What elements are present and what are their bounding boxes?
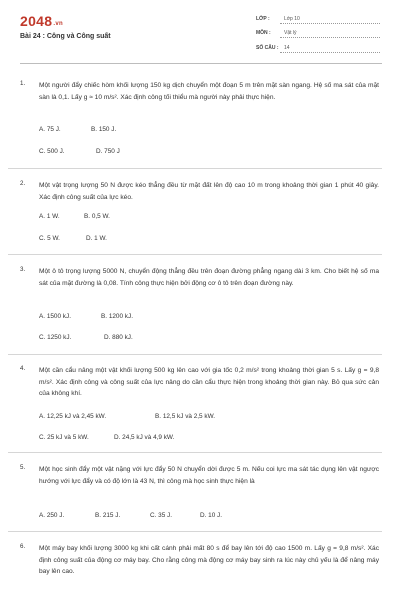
brand-logo[interactable] — [20, 13, 63, 29]
meta-value: Lớp 10 — [284, 16, 300, 22]
meta-underline — [280, 37, 380, 38]
option-a[interactable]: A. 12,25 kJ và 2,45 kW. — [39, 413, 107, 420]
meta-label: SỐ CÂU : — [256, 45, 279, 51]
option-c[interactable]: C. 35 J. — [150, 512, 173, 519]
meta-value: Vật lý — [284, 30, 297, 36]
option-d[interactable]: D. 750 J — [96, 148, 120, 155]
option-b[interactable]: B. 215 J. — [95, 512, 121, 519]
lesson-title: Bài 24 : Công và Công suất — [20, 33, 111, 40]
question-text: Một học sinh đẩy một vật nặng với lực đẩy 50 N chuyển dời được 5 m. Nếu coi lực ma sát tác dụng lên vật ngược hướng với lực đẩy và có độ lớn là 43 N, thì công mà học sinh thực hiện là — [39, 466, 379, 485]
meta-label: MÔN : — [256, 30, 271, 36]
question-divider — [8, 254, 382, 255]
meta-value: 14 — [284, 45, 290, 51]
option-c[interactable]: C. 500 J. — [39, 148, 65, 155]
option-d[interactable]: D. 10 J. — [200, 512, 223, 519]
option-d[interactable]: D. 1 W. — [86, 235, 107, 242]
question-divider — [8, 531, 382, 532]
question-text: Một người đẩy chiếc hòm khối lượng 150 kg dịch chuyển một đoạn 5 m trên mặt sàn ngang. Hệ số ma sát của mặt sàn là 0,1. Lấy g ≈ 10 m/s². Xác định công tối thiểu mà người này phải thực hiện. — [39, 82, 379, 101]
brand-name: 2048 — [20, 13, 53, 29]
brand-suffix: .vn — [53, 21, 63, 27]
question-number: 2. — [20, 180, 26, 187]
question-text: Một vật trọng lượng 50 N được kéo thẳng đều từ mặt đất lên độ cao 10 m trong khoảng thời gian 1 phút 40 giây. Xác định công suất của lực kéo. — [39, 182, 379, 201]
question-number: 5. — [20, 464, 26, 471]
option-a[interactable]: A. 1500 kJ. — [39, 313, 71, 320]
question-number: 1. — [20, 80, 26, 87]
question-divider — [8, 354, 382, 355]
option-d[interactable]: D. 880 kJ. — [104, 334, 133, 341]
option-b[interactable]: B. 150 J. — [91, 126, 117, 133]
option-c[interactable]: C. 5 W. — [39, 235, 60, 242]
question-text: Một cần cẩu nâng một vật khối lượng 500 kg lên cao với gia tốc 0,2 m/s² trong khoảng thời gian 5 s. Lấy g = 9,8 m/s². Xác định công và công suất của lực nâng do cần cẩu thực hiện trong khoảng thời gian này. Bỏ qua sức cản của không khí. — [39, 367, 379, 397]
option-a[interactable]: A. 1 W. — [39, 213, 60, 220]
option-a[interactable]: A. 75 J. — [39, 126, 61, 133]
option-d[interactable]: D. 24,5 kJ và 4,9 kW. — [114, 434, 175, 441]
option-c[interactable]: C. 1250 kJ. — [39, 334, 72, 341]
option-b[interactable]: B. 0,5 W. — [84, 213, 110, 220]
meta-underline — [280, 52, 380, 53]
question-number: 4. — [20, 365, 26, 372]
question-text: Một ô tô trọng lượng 5000 N, chuyển động thẳng đều trên đoạn đường phẳng ngang dài 3 km. Cho biết hệ số ma sát của mặt đường là 0,08. Tính công thực hiện bởi động cơ ô tô trên đoạn đường này. — [39, 268, 379, 287]
worksheet-header — [0, 0, 400, 66]
option-a[interactable]: A. 250 J. — [39, 512, 65, 519]
question-text: Một máy bay khối lượng 3000 kg khi cất cánh phải mất 80 s để bay lên tới độ cao 1500 m. Lấy g = 9,8 m/s². Xác định công suất của động cơ máy bay. Cho rằng công mà động cơ máy bay sinh ra lúc này chủ yếu là để nâng máy bay lên cao. — [39, 545, 379, 575]
question-divider — [8, 452, 382, 453]
option-c[interactable]: C. 25 kJ và 5 kW. — [39, 434, 89, 441]
meta-label: LỚP : — [256, 16, 270, 22]
meta-underline — [280, 23, 380, 24]
option-b[interactable]: B. 12,5 kJ và 2,5 kW. — [155, 413, 216, 420]
header-divider — [20, 63, 382, 64]
question-number: 6. — [20, 543, 26, 550]
option-b[interactable]: B. 1200 kJ. — [101, 313, 133, 320]
question-number: 3. — [20, 266, 26, 273]
question-divider — [8, 168, 382, 169]
